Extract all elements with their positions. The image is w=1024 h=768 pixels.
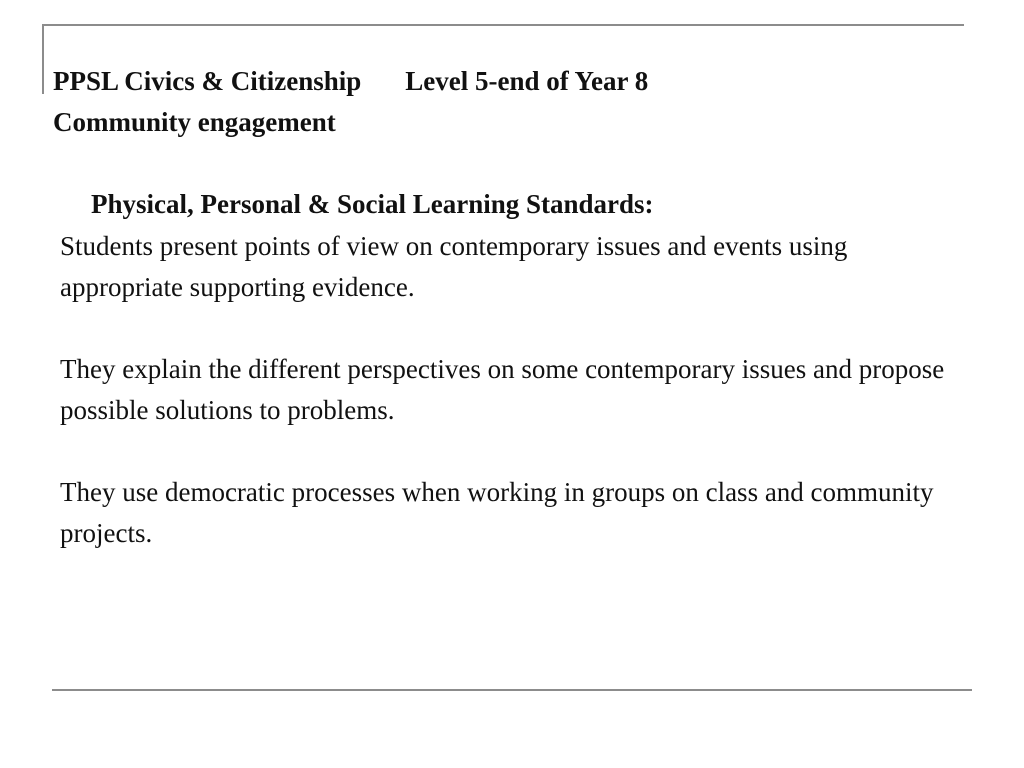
slide-title-line-2: Community engagement [53, 107, 336, 137]
standard-paragraph: They explain the different perspectives on some contemporary issues and propose possible solutions to problems. [60, 354, 945, 425]
slide-frame-left-line [42, 24, 44, 94]
level-title: Level 5-end of Year 8 [405, 66, 649, 96]
standards-heading: Physical, Personal & Social Learning Standards: [91, 189, 654, 219]
slide-frame-top-line [42, 24, 964, 26]
subject-title: PPSL Civics & Citizenship [53, 66, 362, 96]
standard-paragraph: Students present points of view on contemporary issues and events using appropriate supporting evidence. [60, 231, 848, 302]
standard-paragraph: They use democratic processes when working in groups on class and community projects. [60, 477, 934, 548]
slide-frame-bottom-line [52, 689, 972, 691]
slide-title-line-1 [53, 64, 648, 98]
